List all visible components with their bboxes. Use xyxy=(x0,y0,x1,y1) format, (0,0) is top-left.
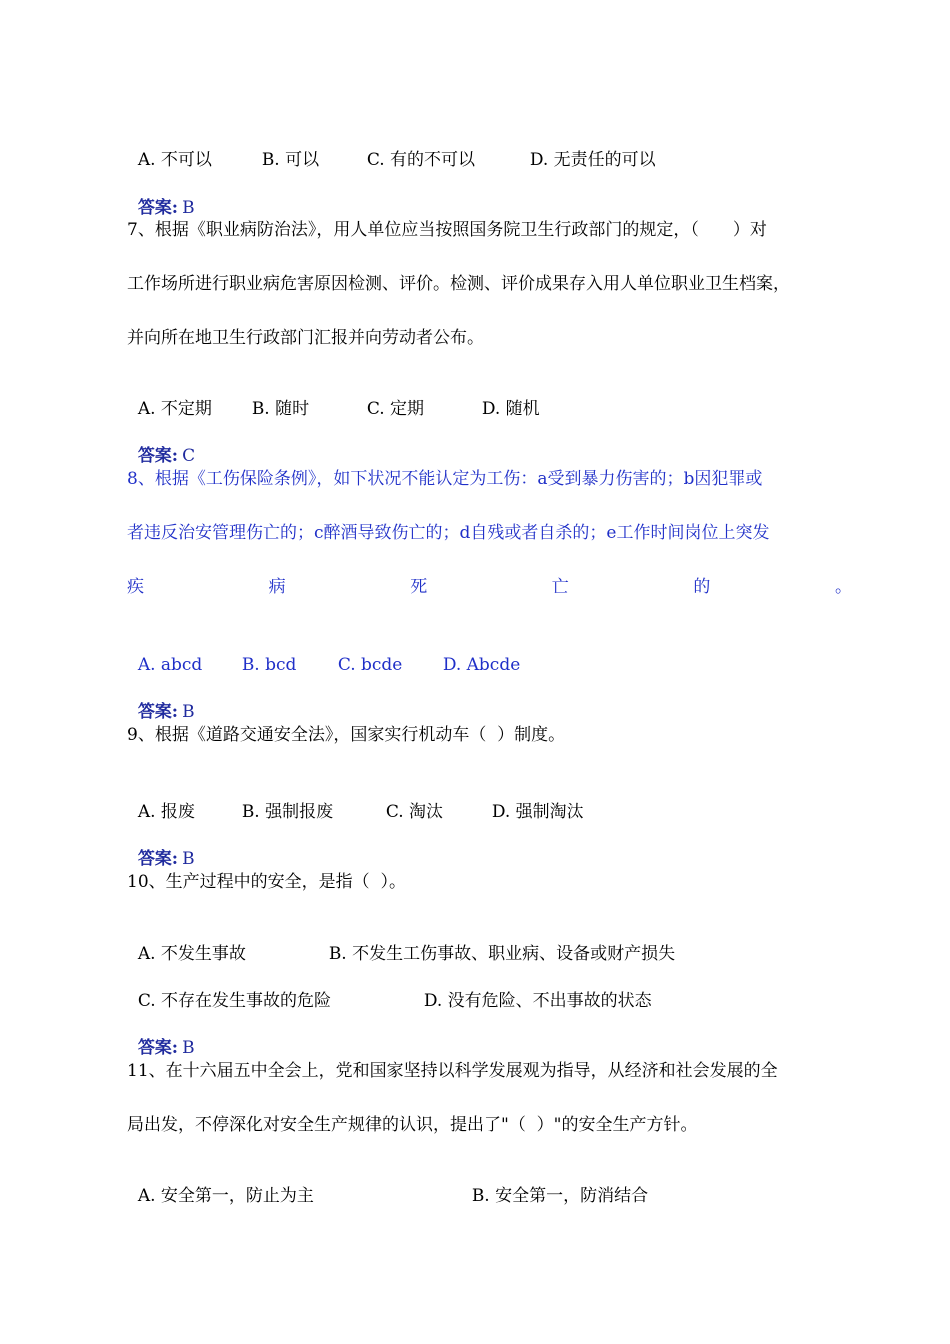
q7-line-2: 工作场所进行职业病危害原因检测、评价。检测、评价成果存入用人单位职业卫生档案， xyxy=(127,274,790,294)
q10-option-d: D. 没有危险、不出事故的状态 xyxy=(423,991,652,1011)
q7-line-3: 并向所在地卫生行政部门汇报并向劳动者公布。 xyxy=(127,328,484,348)
q9-line-1: 9、根据《道路交通安全法》，国家实行机动车（ ）制度。 xyxy=(127,725,566,745)
q7-option-b: B. 随时 xyxy=(251,399,310,419)
q6-option-d: D. 无责任的可以 xyxy=(529,150,656,170)
q10-option-a: A. 不发生事故 xyxy=(137,944,246,964)
q8-option-a: A. abcd xyxy=(137,655,203,675)
q9-option-d: D. 强制淘汰 xyxy=(491,802,584,822)
q11-line-1: 11、在十六届五中全会上，党和国家坚持以科学发展观为指导，从经济和社会发展的全 xyxy=(127,1061,778,1081)
q6-option-a: A. 不可以 xyxy=(137,150,212,170)
q8-char: 。 xyxy=(834,577,852,597)
q9-option-c: C. 淘汰 xyxy=(385,802,444,822)
q10-line-1: 10、生产过程中的安全，是指（ ）。 xyxy=(127,872,406,892)
q6-answer xyxy=(127,172,195,220)
answer-label: 答案: xyxy=(137,446,179,466)
q10-options-row-2 xyxy=(127,965,652,1013)
q7-option-a: A. 不定期 xyxy=(137,399,212,419)
answer-value: B xyxy=(182,1038,195,1058)
answer-label: 答案: xyxy=(137,849,179,869)
q8-char: 的 xyxy=(693,577,711,597)
q6-option-c: C. 有的不可以 xyxy=(366,150,476,170)
q7-line-1: 7、根据《职业病防治法》，用人单位应当按照国务院卫生行政部门的规定，（ ）对 xyxy=(127,220,767,240)
q8-line-2: 者违反治安管理伤亡的；c醉酒导致伤亡的；d自残或者自杀的；e工作时间岗位上突发 xyxy=(127,523,770,543)
q9-option-a: A. 报废 xyxy=(137,802,195,822)
q7-option-d: D. 随机 xyxy=(481,399,540,419)
q8-answer xyxy=(127,676,195,724)
q10-options-row-1 xyxy=(127,918,675,966)
q11-options-row-1 xyxy=(127,1160,648,1208)
q11-line-2: 局出发，不停深化对安全生产规律的认识，提出了"（ ）"的安全生产方针。 xyxy=(127,1115,698,1135)
q8-option-c: C. bcde xyxy=(337,655,403,675)
q6-options xyxy=(127,124,656,172)
answer-label: 答案: xyxy=(137,1038,179,1058)
q9-answer xyxy=(127,823,195,871)
q8-char: 病 xyxy=(268,577,286,597)
q6-option-b: B. 可以 xyxy=(261,150,320,170)
q10-option-b: B. 不发生工伤事故、职业病、设备或财产损失 xyxy=(328,944,676,964)
answer-label: 答案: xyxy=(137,198,179,218)
q8-char: 亡 xyxy=(551,577,569,597)
answer-value: B xyxy=(182,198,195,218)
q7-answer xyxy=(127,420,195,468)
q7-options xyxy=(127,373,540,421)
q8-option-b: B. bcd xyxy=(241,655,297,675)
answer-label: 答案: xyxy=(137,702,179,722)
q7-option-c: C. 定期 xyxy=(366,399,425,419)
q11-option-a: A. 安全第一，防止为主 xyxy=(137,1186,314,1206)
answer-value: C xyxy=(182,446,196,466)
q8-char: 疾 xyxy=(127,577,144,597)
q10-option-c: C. 不存在发生事故的危险 xyxy=(137,991,332,1011)
q8-line-3 xyxy=(127,575,852,599)
q8-option-d: D. Abcde xyxy=(442,655,521,675)
q8-char: 死 xyxy=(410,577,428,597)
q8-line-1: 8、根据《工伤保险条例》，如下状况不能认定为工伤：a受到暴力伤害的；b因犯罪或 xyxy=(127,469,763,489)
q11-option-b: B. 安全第一，防消结合 xyxy=(471,1186,649,1206)
q8-options xyxy=(127,629,520,677)
q10-answer xyxy=(127,1012,195,1060)
q9-options xyxy=(127,776,584,824)
answer-value: B xyxy=(182,702,195,722)
answer-value: B xyxy=(182,849,195,869)
q9-option-b: B. 强制报废 xyxy=(241,802,334,822)
